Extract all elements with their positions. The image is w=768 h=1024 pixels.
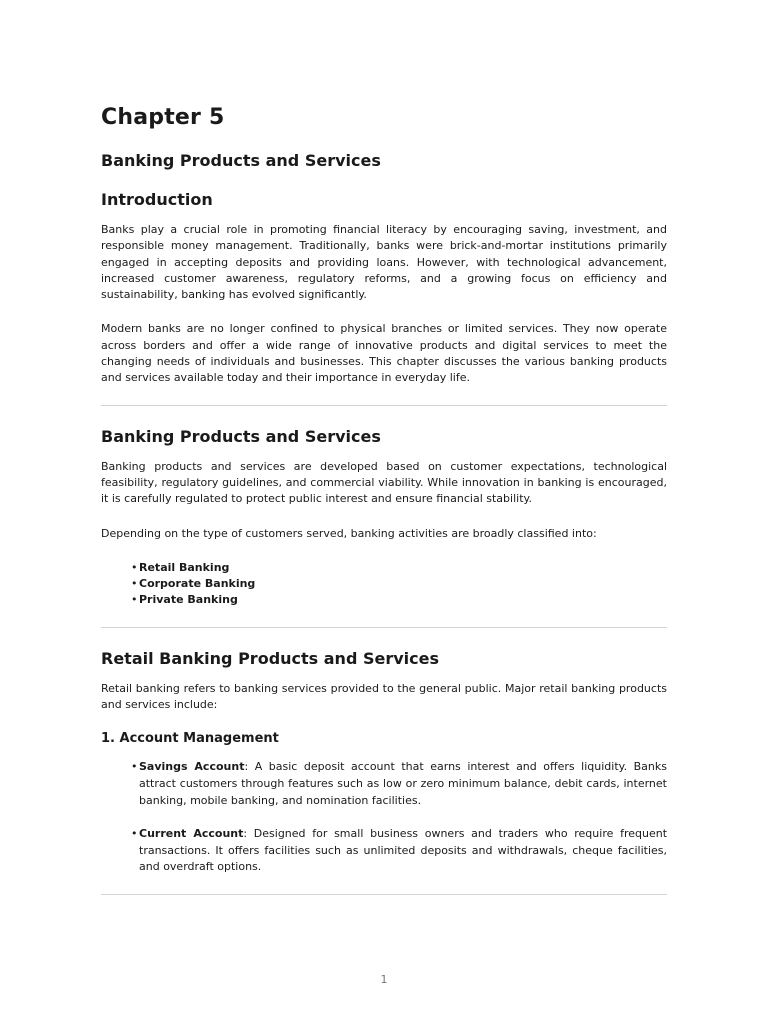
chapter-subtitle: Banking Products and Services bbox=[101, 151, 381, 170]
products-paragraph-2: Depending on the type of customers served, banking activities are broadly classified into: bbox=[101, 526, 597, 540]
account-management-heading: 1. Account Management bbox=[101, 731, 279, 747]
list-item bbox=[131, 592, 667, 608]
account-description: : A basic deposit account that earns interest and offers liquidity. Banks attract customers through features such as low or zero minimum balance, debit cards, internet banking, mobile banking, and nomination facilities. bbox=[139, 760, 667, 807]
intro-paragraph-2: Modern banks are no longer confined to physical branches or limited services. They now operate across borders and offer a wide range of innovative products and digital services to meet the changing needs of individuals and businesses. This chapter discusses the various banking products and services available today and their importance in everyday life. bbox=[101, 322, 667, 385]
chapter-title: Chapter 5 bbox=[101, 105, 225, 130]
bullet-icon: • bbox=[131, 593, 138, 607]
page-number: 1 bbox=[380, 973, 388, 986]
account-description: : Designed for small business owners and traders who require frequent transactions. It offers facilities such as unlimited deposits and withdrawals, cheque facilities, and overdraft options. bbox=[139, 827, 668, 874]
bullet-icon: • bbox=[131, 560, 138, 574]
retail-heading: Retail Banking Products and Services bbox=[101, 648, 440, 668]
section-divider bbox=[101, 627, 667, 628]
category-label: Private Banking bbox=[139, 593, 238, 607]
products-paragraph-1: Banking products and services are developed based on customer expectations, technological feasibility, regulatory guidelines, and commercial viability. While innovation in banking is encouraged, it is carefully regulated to protect public interest and ensure financial stability. bbox=[101, 459, 667, 506]
category-label: Corporate Banking bbox=[139, 577, 256, 591]
bullet-icon: • bbox=[131, 827, 138, 841]
banking-categories-list bbox=[101, 560, 667, 609]
section-divider bbox=[101, 894, 667, 895]
section-divider bbox=[101, 405, 667, 406]
products-heading: Banking Products and Services bbox=[101, 426, 381, 446]
account-term: Savings Account bbox=[139, 760, 245, 774]
document-page bbox=[101, 100, 667, 895]
list-item bbox=[131, 759, 667, 809]
retail-paragraph: Retail banking refers to banking services provided to the general public. Major retail banking products and services include: bbox=[101, 681, 667, 712]
list-item bbox=[131, 826, 667, 876]
bullet-icon: • bbox=[131, 577, 138, 591]
account-term: Current Account bbox=[139, 827, 244, 841]
introduction-heading: Introduction bbox=[101, 190, 213, 209]
category-label: Retail Banking bbox=[139, 560, 230, 574]
list-item bbox=[131, 560, 667, 576]
intro-paragraph-1: Banks play a crucial role in promoting financial literacy by encouraging saving, investment, and responsible money management. Traditionally, banks were brick-and-mortar institutions primarily engaged in accepting deposits and providing loans. However, with technological advancement, increased customer awareness, regulatory reforms, and a growing focus on efficiency and sustainability, banking has evolved significantly. bbox=[101, 223, 667, 302]
bullet-icon: • bbox=[131, 760, 138, 774]
list-item bbox=[131, 576, 667, 592]
account-types-list bbox=[101, 759, 667, 876]
